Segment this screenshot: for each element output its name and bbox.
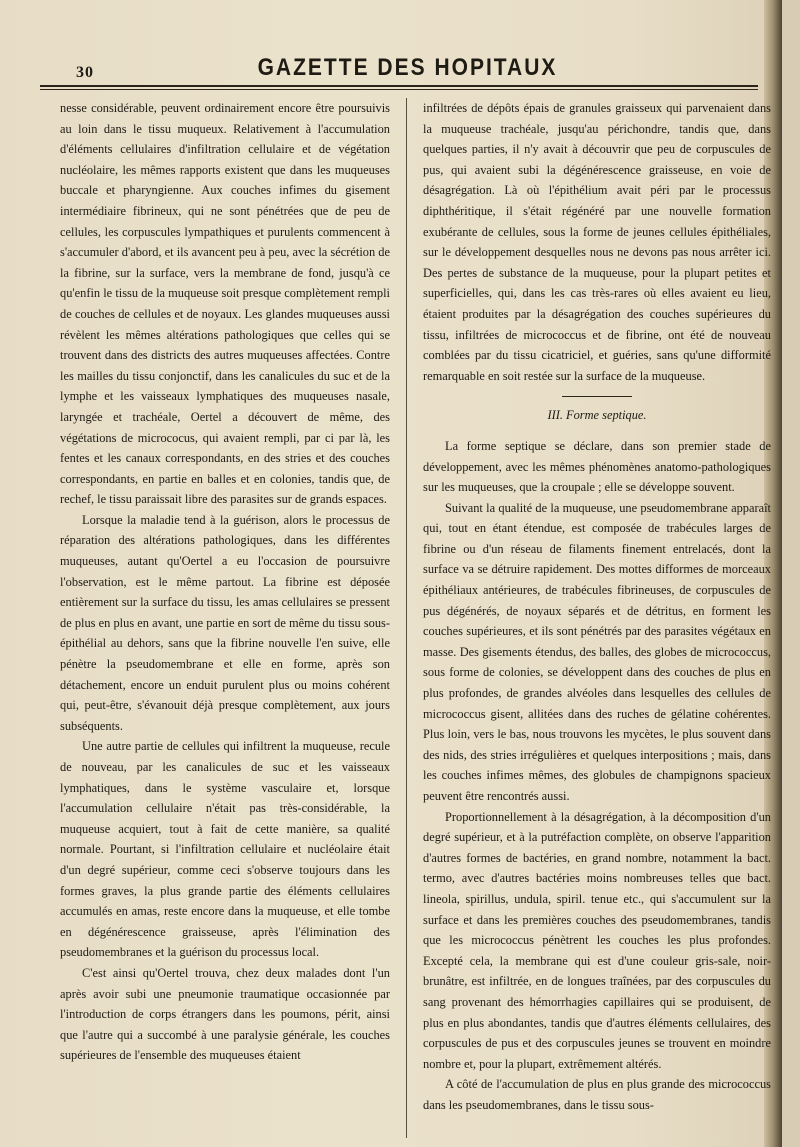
paragraph: Lorsque la maladie tend à la guérison, alors le processus de réparation des altérations pathologiques, dans les différentes muqueuses, autant qu'Oertel a eu l'occasion de poursuivre l'observation, est le même partout. La fibrine est déposée entièrement sur la surface du tissu, les amas cellulaires se pressent de plus en plus en avant, une partie en sort de même du tissu sous-épithélial au dehors, sans que la fibrine nouvelle l'en suive, elle pénètre la pseudomembrane et elle en forme, après son détachement, encore un enduit purulent plus ou moins cohérent qui, peut-être, s'évanouit déjà presque complètement, aux jours subséquents. — [60, 512, 390, 733]
paragraph: nesse considérable, peuvent ordinairement encore être poursuivis au loin dans le tissu muqueux. Relativement à l'accumulation d'éléments cellulaires d'infiltration cellulaire et de végétation nucléolaire, les mêmes rapports existent que dans les muqueuses buccale et pharyngienne. Aux couches infimes du gisement intermédiaire fibrineux, qui ne sont pénétrées que de peu de cellules, les corpuscules lympathiques et purulents commencent à s'accumuler d'abord, et ils avancent peu à peu, avec la sécrétion de la fibrine, sur la surface, vers la membrane de fond, jusqu'à ce qu'enfin le tissu de la muqueuse soit presque complètement rempli de couches de cellules et de noyaux. Les glandes muqueuses aussi révèlent les mêmes altérations pathologiques que celles qui se trouvent dans des districts des autres muqueuses affectées. Contre les mailles du tissu conjonctif, dans les canalicules du suc et de la lymphe et les vaisseaux lymphatiques des muqueuses nasale, laryngée et trachéale, Oertel a découvert de même, des végétations de micrococus, qui avaient rempli, par ci par là, les fentes et les canaux correspondants, en des stries et des couches correspondants, en partie en balles et en colonies, tandis que, de rechef, le tissu paraissait libre des parasites sur de grands espaces. — [60, 101, 390, 507]
paragraph: A côté de l'accumulation de plus en plus grande des micrococcus dans les pseudomembranes, dans le tissu sous- — [423, 1077, 771, 1112]
paragraph: Suivant la qualité de la muqueuse, une pseudomembrane apparaît qui, tout en étant étendue, est composée de trabécules larges de fibrine ou d'un réseau de filaments finement entrelacés, dont la surface va se détruire rapidement. Des mottes difformes de morceaux épithéliaux antérieures, de trabécules fibrineuses, de corpuscules de pus dégénérés, de noyaux séparés et de détritus, en forment les couches supérieures, et ils sont pénétrés par des parasites végétaux en masse. Des gisements étendus, des balles, des globes de micrococcus, sous forme de colonies, se développent dans des couches de plus en plus profondes, de grandes alvéoles dans lesquelles des cellules de micrococcus gisent, allitées dans des ruches de gélatine cohérentes. Plus loin, vers le bas, nous trouvons les mycètes, le plus souvent dans des nids, des stries irrégulières et quelques interpositions ; mais, dans les couches infimes mêmes, des globules de champignons spacieux peuvent être rencontrés aussi. — [423, 500, 771, 803]
paragraph: La forme septique se déclare, dans son premier stade de développement, avec les mêmes phénomènes anatomo-pathologiques sur les muqueuses, que la croupale ; elle se développe souvent. — [423, 438, 771, 495]
header-rule-thick — [40, 85, 758, 87]
header-rule-thin — [40, 89, 758, 90]
journal-title: GAZETTE DES HOPITAUX — [257, 54, 558, 81]
section-title: III. Forme septique. — [547, 408, 647, 423]
column-divider — [406, 98, 407, 1138]
section-separator — [562, 396, 632, 397]
paragraph: infiltrées de dépôts épais de granules graisseux qui parvenaient dans la muqueuse trachéale, jusqu'au périchondre, tandis que, dans quelques parties, il n'y avait à découvrir que peu de corpuscules de pus, qui avaient subi la dégénérescence graisseuse, en voie de désagrégation. Là où l'épithélium avait péri par le processus diphthéritique, il s'était régénéré par une nouvelle formation exubérante de cellules, sous la forme de jeunes cellules épithéliales, sur le développement desquelles nous ne devons pas nous arrêter ici. Des pertes de substance de la muqueuse, pour la plupart petites et superficielles, qui, dans les cas très-rares où elles avaient eu lieu, étaient produites par la désagrégation des couches supérieures du tissu, infiltrées de micrococcus et de fibrine, ont été de nouveau comblées par du tissu cicatriciel, et guéries, sans qu'une difformité remarquable en soit restée sur la surface de la muqueuse. — [423, 101, 771, 383]
right-column — [423, 98, 771, 1116]
paragraph: C'est ainsi qu'Oertel trouva, chez deux malades dont l'un après avoir subi une pneumonie traumatique occasionnée par l'introduction de corps étrangers dans les poumons, périt, ainsi que l'autre qui a succombé à une paralysie générale, les couches supérieures de l'ensemble des muqueuses étaient — [60, 965, 390, 1063]
paragraph: Une autre partie de cellules qui infiltrent la muqueuse, recule de nouveau, par les canalicules de suc et les vaisseaux lymphatiques, dans le système vasculaire et, lorsque l'accumulation cellulaire n'était pas très-considérable, la muqueuse acquiert, tout à fait de cette manière, sa qualité normale. Pourtant, si l'infiltration cellulaire et nucléolaire était d'un degré supérieur, comme ceci s'observe toujours dans les formes graves, la plus grande partie des éléments cellulaires accumulés en amas, reste encore dans la muqueuse, et elle tombe en dégénérescence graisseuse, après l'élimination des pseudomembranes et la guérison du processus local. — [60, 739, 390, 960]
page-header — [40, 50, 775, 90]
page-number: 30 — [76, 64, 94, 81]
left-column — [60, 98, 390, 1066]
paragraph: Proportionnellement à la désagrégation, à la décomposition d'un degré supérieur, et à la putréfaction complète, on observe l'apparition d'autres formes de bactéries, en grand nombre, notamment la bact. termo, avec d'autres bactéries moins nombreuses telles que bact. lineola, spirillus, undula, spiril. tenue etc., qui s'accumulent sur la surface et dans les premières couches des pseudomembranes, tandis que les micrococcus pénètrent les couches les plus profondes. Excepté cela, la membrane qui est d'une couleur gris-sale, noir-brunâtre, est infiltrée, en de longues traînées, par des corpuscules du sang provenant des hémorrhagies capillaires qui se produisent, de plus en plus abondantes, tandis que d'autres éléments cellulaires, des corpuscules de pus et des corpuscules jeunes se trouvent en moindre nombre et, pour la plupart, extrêmement altérés. — [423, 809, 771, 1071]
